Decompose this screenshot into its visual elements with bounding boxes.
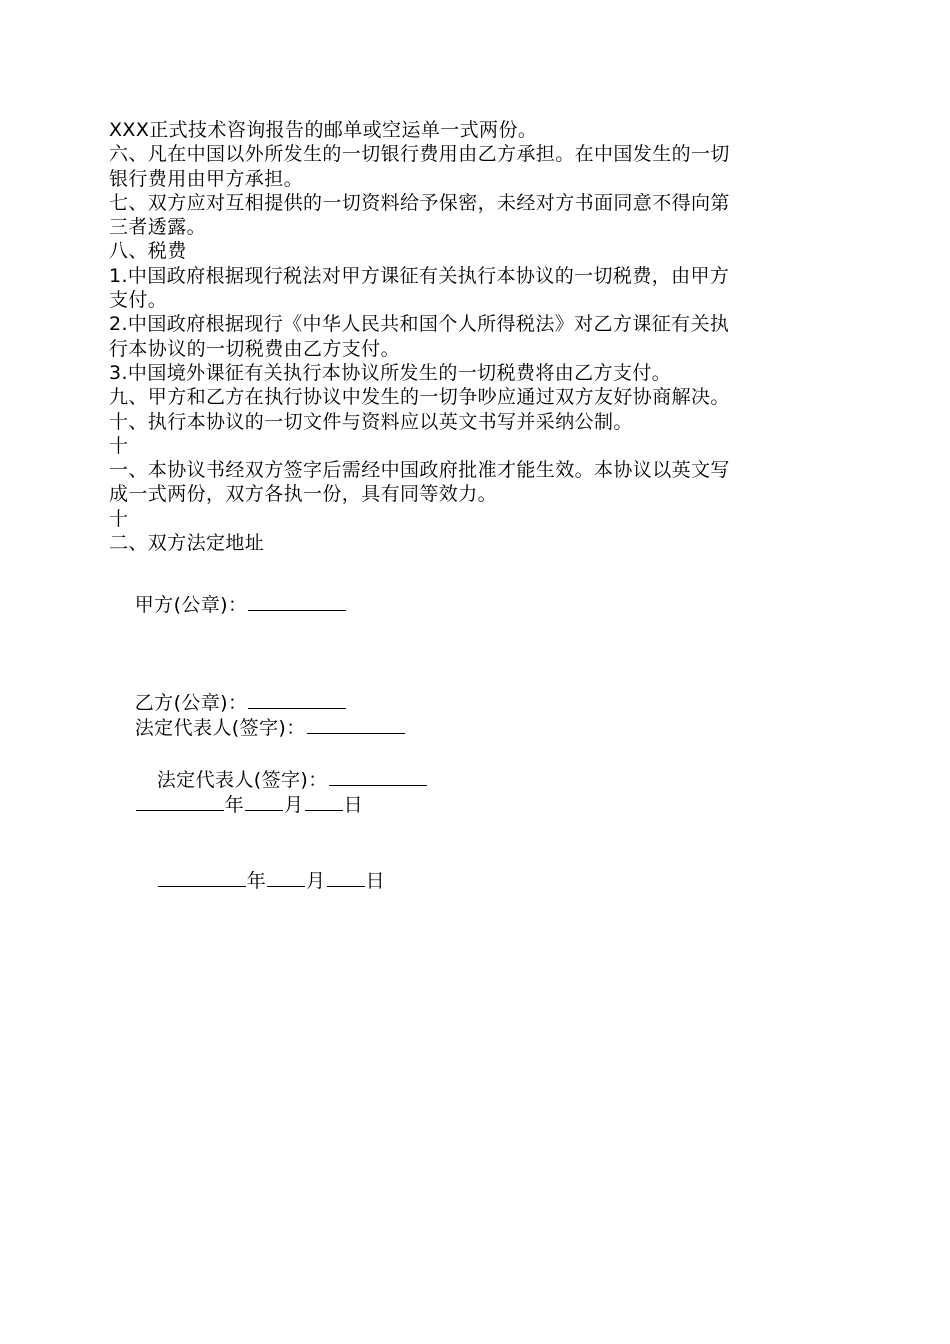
party-b-label: 乙方(公章)： bbox=[134, 692, 248, 714]
paragraph-line: 九、甲方和乙方在执行协议中发生的一切争吵应通过双方友好协商解决。 bbox=[109, 386, 730, 409]
year-label: 年 bbox=[224, 794, 245, 816]
paragraph-line: 一、本协议书经双方签字后需经中国政府批准才能生效。本协议以英文写 bbox=[109, 459, 730, 482]
year-label: 年 bbox=[246, 870, 267, 892]
paragraph-line: XXX正式技术咨询报告的邮单或空运单一式两份。 bbox=[109, 119, 538, 141]
paragraph-line: 十 bbox=[109, 434, 129, 457]
paragraph-line: 行本协议的一切税费由乙方支付。 bbox=[109, 337, 401, 360]
legal-rep-label: 法定代表人(签字)： bbox=[134, 717, 306, 739]
paragraph-line: 十 bbox=[109, 507, 129, 530]
party-a-blank[interactable] bbox=[248, 592, 346, 611]
year-blank[interactable] bbox=[158, 868, 246, 887]
paragraph-line: 2.中国政府根据现行《中华人民共和国个人所得税法》对乙方课征有关执 bbox=[109, 313, 730, 336]
paragraph-line: 六、凡在中国以外所发生的一切银行费用由乙方承担。在中国发生的一切 bbox=[109, 143, 730, 166]
date-line-a bbox=[109, 768, 363, 841]
paragraph-line: 3.中国境外课征有关执行本协议所发生的一切税费将由乙方支付。 bbox=[109, 361, 672, 384]
agreement-text bbox=[109, 118, 841, 555]
date-line-b bbox=[131, 844, 385, 917]
paragraph-line: 1.中国政府根据现行税法对甲方课征有关执行本协议的一切税费，由甲方 bbox=[109, 264, 730, 287]
day-label: 日 bbox=[365, 870, 385, 892]
day-blank[interactable] bbox=[327, 868, 365, 887]
paragraph-line: 三者透露。 bbox=[109, 216, 207, 239]
party-a-label: 甲方(公章)： bbox=[134, 594, 248, 616]
paragraph-line: 银行费用由甲方承担。 bbox=[109, 167, 304, 190]
paragraph-line: 八、税费 bbox=[109, 240, 187, 263]
paragraph-line: 十、执行本协议的一切文件与资料应以英文书写并采纳公制。 bbox=[109, 410, 633, 433]
party-a-seal-line bbox=[109, 568, 347, 641]
day-blank[interactable] bbox=[305, 792, 343, 811]
month-blank[interactable] bbox=[245, 792, 283, 811]
month-blank[interactable] bbox=[267, 868, 305, 887]
year-blank[interactable] bbox=[136, 792, 224, 811]
month-label: 月 bbox=[306, 870, 326, 892]
paragraph-line: 七、双方应对互相提供的一切资料给予保密，未经对方书面同意不得向第 bbox=[109, 191, 730, 214]
month-label: 月 bbox=[284, 794, 304, 816]
paragraph-line: 二、双方法定地址 bbox=[109, 532, 265, 555]
legal-rep-label: 法定代表人(签字)： bbox=[156, 769, 328, 791]
paragraph-line: 支付。 bbox=[109, 289, 168, 312]
day-label: 日 bbox=[343, 794, 363, 816]
legal-rep-blank[interactable] bbox=[307, 715, 405, 734]
paragraph-line: 成一式两份，双方各执一份，具有同等效力。 bbox=[109, 483, 498, 506]
